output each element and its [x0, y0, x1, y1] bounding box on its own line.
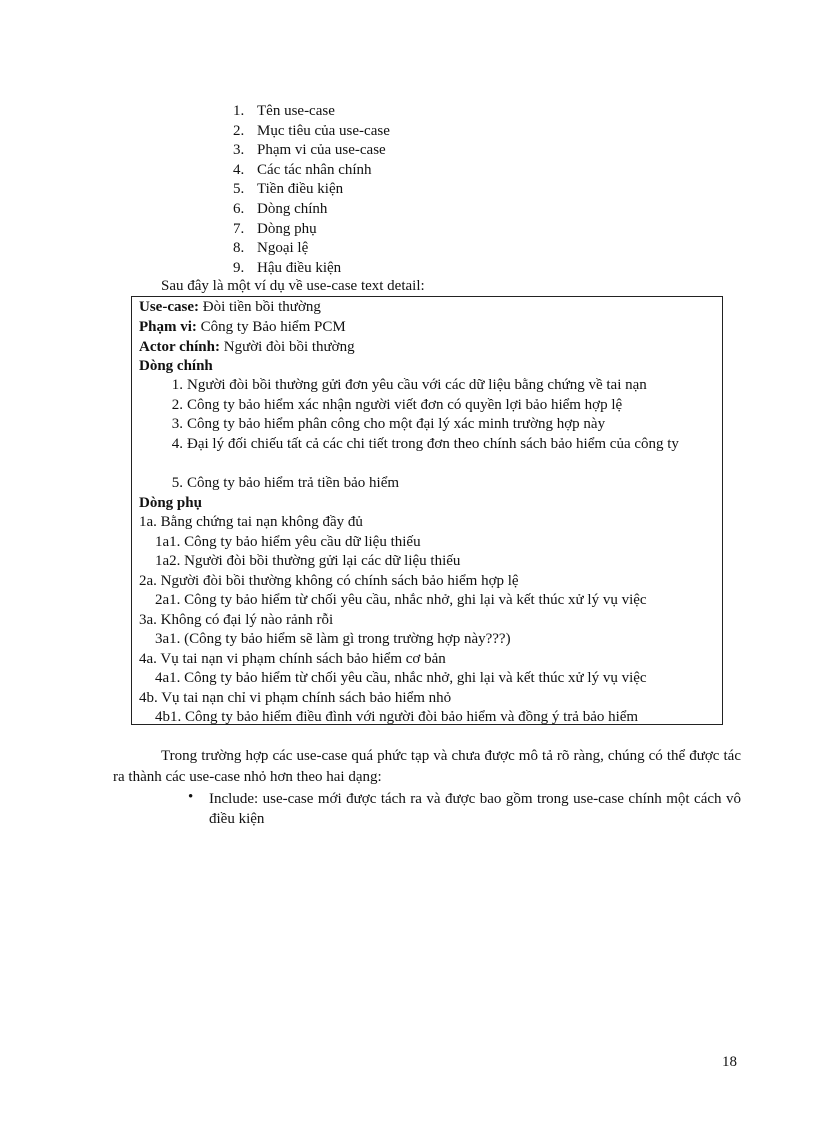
actor-value: Người đòi bồi thường	[219, 339, 355, 355]
list-item: 9. Hậu điều kiện	[233, 259, 342, 276]
alt-flow-subitem: 3a1. (Công ty bảo hiểm sẽ làm gì trong trường hợp này???)	[155, 631, 511, 647]
usecase-label: Use-case:	[139, 299, 199, 315]
alt-flow-item: 3a. Không có đại lý nào rảnh rỗi	[139, 612, 334, 628]
alt-flow-item: 1a. Bằng chứng tai nạn không đầy đủ	[139, 514, 363, 530]
page-number: 18	[722, 1054, 737, 1070]
bullet-text: Include: use-case mới được tách ra và được bao gồm trong use-case chính một cách vô điều kiện	[209, 791, 741, 827]
alt-flow-item: 2a. Người đòi bồi thường không có chính sách bảo hiểm hợp lệ	[139, 573, 519, 589]
alt-flow-subitem: 4a1. Công ty bảo hiểm từ chối yêu cầu, nhắc nhở, ghi lại và kết thúc xử lý vụ việc	[155, 670, 647, 686]
list-item: 2. Mục tiêu của use-case	[233, 122, 390, 139]
alt-flow-heading: Dòng phụ	[139, 495, 202, 511]
intro-text: Sau đây là một ví dụ về use-case text detail:	[161, 278, 425, 294]
alt-flow-subitem: 1a1. Công ty bảo hiểm yêu cầu dữ liệu thiếu	[155, 534, 421, 550]
list-item: 1. Tên use-case	[233, 103, 335, 119]
main-flow-heading: Dòng chính	[139, 358, 213, 374]
alt-flow-item: 4b. Vụ tai nạn chỉ vi phạm chính sách bảo hiểm nhỏ	[139, 690, 452, 706]
alt-flow-subitem: 4b1. Công ty bảo hiểm điều đình với người đòi bảo hiểm và đồng ý trả bảo hiểm	[155, 709, 639, 725]
use-case-detail-box: Use-case: Đòi tiền bồi thường Phạm vi: Công ty Bảo hiểm PCM Actor chính: Người đòi bồi thường Dòng chính 1. Người đòi bồi thường gửi đơn yêu cầu với các dữ liệu bằng chứng về tai nạn 2. Công ty bảo hiểm xác nhận người viết đơn có quyền lợi bảo hiểm hợp lệ 3. Công ty bảo hiểm phân công cho một đại lý xác minh trường hợp này 4. Đại lý đối chiếu tất cả các chi tiết trong đơn theo chính sách bảo hiểm của công ty 5. Công ty bảo hiểm trả tiền bảo hiểm Dòng phụ 1a. Bằng chứng tai nạn không đầy đủ 1a1. Công ty bảo hiểm yêu cầu dữ liệu thiếu 1a2. Người đòi bồi thường gửi lại các dữ liệu thiếu 2a. Người đòi bồi thường không có chính sách bảo hiểm hợp lệ 2a1. Công ty bảo hiểm từ chối yêu cầu, nhắc nhở, ghi lại và kết thúc xử lý vụ việc 3a. Không có đại lý nào rảnh rỗi 3a1. (Công ty bảo hiểm sẽ làm gì trong trường hợp này???) 4a. Vụ tai nạn vi phạm chính sách bảo hiểm cơ bản 4a1. Công ty bảo hiểm từ chối yêu cầu, nhắc nhở, ghi lại và kết thúc xử lý vụ việc 4b. Vụ tai nạn chỉ vi phạm chính sách bảo hiểm nhỏ 4b1. Công ty bảo hiểm điều đình với người đòi bảo hiểm và đồng ý trả bảo hiểm	[131, 296, 723, 725]
list-item: 5. Tiền điều kiện	[233, 181, 344, 198]
bullet-icon: •	[188, 789, 194, 805]
scope-label: Phạm vi:	[139, 319, 197, 335]
usecase-value: Đòi tiền bồi thường	[198, 299, 321, 315]
alt-flow-subitem: 2a1. Công ty bảo hiểm từ chối yêu cầu, nhắc nhở, ghi lại và kết thúc xử lý vụ việc	[155, 592, 647, 608]
list-item: 8. Ngoại lệ	[233, 240, 309, 257]
scope-row	[139, 318, 346, 337]
alt-flow-item: 4a. Vụ tai nạn vi phạm chính sách bảo hiểm cơ bản	[139, 651, 446, 667]
list-item: 7. Dòng phụ	[233, 220, 317, 237]
scope-value: Công ty Bảo hiểm PCM	[196, 319, 346, 335]
body-paragraph: Trong trường hợp các use-case quá phức tạp và chưa được mô tả rõ ràng, chúng có thể được tác ra thành các use-case nhỏ hơn theo hai dạng:	[113, 748, 741, 785]
actor-label: Actor chính:	[139, 339, 220, 355]
usecase-row	[139, 298, 321, 317]
list-item: 3. Phạm vi của use-case	[233, 142, 386, 159]
list-item: 4. Các tác nhân chính	[233, 161, 372, 178]
actor-row	[139, 338, 355, 357]
alt-flow-subitem: 1a2. Người đòi bồi thường gửi lại các dữ liệu thiếu	[155, 553, 461, 569]
list-item: 6. Dòng chính	[233, 201, 328, 217]
